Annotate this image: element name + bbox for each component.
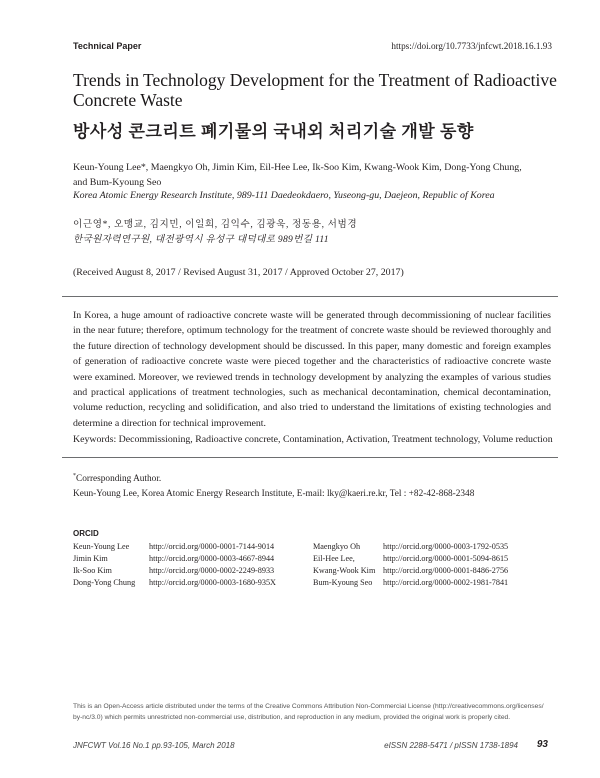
orcid-link[interactable]: http://orcid.org/0000-0001-8486-2756 [383, 566, 509, 575]
orcid-name: Kwang-Wook Kim [313, 566, 376, 575]
affiliation: Korea Atomic Energy Research Institute, 989-111 Daedeokdaero, Yuseong-gu, Daejeon, Republic of Korea [73, 190, 495, 201]
page-number: 93 [536, 739, 548, 750]
submission-dates: (Received August 8, 2017 / Revised August 31, 2017 / Approved October 27, 2017) [73, 267, 404, 278]
license-notice [73, 702, 557, 723]
footer-issn: eISSN 2288-5471 / pISSN 1738-1894 [384, 741, 518, 750]
orcid-link[interactable]: http://orcid.org/0000-0002-1981-7841 [383, 578, 509, 587]
korean-title: 방사성 콘크리트 폐기물의 국내외 처리기술 개발 동향 [73, 122, 474, 141]
doi-link[interactable]: https://doi.org/10.7733/jnfcwt.2018.16.1.93 [391, 41, 552, 51]
english-title [73, 70, 563, 110]
corresponding-author-note [73, 469, 474, 502]
orcid-name: Maengkyo Oh [313, 542, 361, 551]
footer-journal-info: JNFCWT Vol.16 No.1 pp.93-105, March 2018 [73, 741, 235, 750]
license-line-1: This is an Open-Access article distributed under the terms of the Creative Commons Attribution Non-Commercial License (http://creativecommons.org/licenses/ [73, 703, 544, 710]
keywords-line: Keywords: Decommissioning, Radioactive concrete, Contamination, Activation, Treatment technology, Volume reduction [73, 434, 553, 445]
abstract-bottom-rule [62, 457, 558, 458]
abstract-text: In Korea, a huge amount of radioactive concrete waste will be generated through decommissioning of nuclear facilities in the near future; therefore, optimum technology for the treatment of concrete waste should be reviewed thoroughly and the future direction of technology development should be discussed. In this paper, many domestic and foreign examples of generation of radioactive concrete waste were pieced together and the characteristics of radioactive concrete waste were examined. Moreover, we reviewed trends in technology development by analyzing the examples of various studies and practical applications of treatment technologies, such as mechanical decontamination, chemical decontamination, volume reduction, recycling and solidification, and also tried to understand the limitations of existing technologies and determine a direction for technical improvement. [73, 310, 551, 429]
orcid-link[interactable]: http://orcid.org/0000-0003-1792-0535 [383, 542, 509, 551]
orcid-name: Keun-Young Lee [73, 542, 130, 551]
orcid-link[interactable]: http://orcid.org/0000-0003-1680-935X [149, 578, 276, 587]
corresponding-label: Corresponding Author. [76, 474, 162, 485]
author-list-line-2: and Bum-Kyoung Seo [73, 177, 162, 188]
orcid-link[interactable]: http://orcid.org/0000-0003-4667-8944 [149, 554, 275, 563]
orcid-name: Ik-Soo Kim [73, 566, 112, 575]
orcid-name: Jimin Kim [73, 554, 108, 563]
corresponding-marker: * [73, 473, 76, 479]
license-line-2: by-nc/3.0) which permits unrestricted non-commercial use, distribution, and reproduction in any medium, provided the original work is properly cited. [73, 713, 511, 721]
english-title-line-1: Trends in Technology Development for the Treatment of Radioactive [73, 70, 557, 90]
orcid-name: Dong-Yong Chung [73, 578, 136, 587]
paper-type-label: Technical Paper [73, 41, 142, 51]
orcid-heading: ORCID [73, 529, 99, 538]
author-list [73, 160, 543, 190]
orcid-link[interactable]: http://orcid.org/0000-0002-2249-8933 [149, 566, 275, 575]
orcid-name: Bum-Kyoung Seo [313, 578, 373, 587]
korean-author-list: 이근영*, 오맹교, 김지민, 이일희, 김익수, 김광욱, 정동용, 서범경 [73, 219, 358, 230]
corresponding-detail: Keun-Young Lee, Korea Atomic Energy Research Institute, E-mail: lky@kaeri.re.kr, Tel : +82-42-868-2348 [73, 489, 475, 500]
abstract-top-rule [62, 296, 558, 297]
orcid-link[interactable]: http://orcid.org/0000-0001-5094-8615 [383, 554, 509, 563]
orcid-name: Eil-Hee Lee, [313, 554, 355, 563]
author-list-line-1: Keun-Young Lee*, Maengkyo Oh, Jimin Kim, Eil-Hee Lee, Ik-Soo Kim, Kwang-Wook Kim, Dong-Yong Chung, [73, 162, 522, 173]
korean-affiliation: 한국원자력연구원, 대전광역시 유성구 대덕대로 989번길 111 [73, 234, 329, 245]
orcid-link[interactable]: http://orcid.org/0000-0001-7144-9014 [149, 542, 275, 551]
english-title-line-2: Concrete Waste [73, 90, 183, 110]
